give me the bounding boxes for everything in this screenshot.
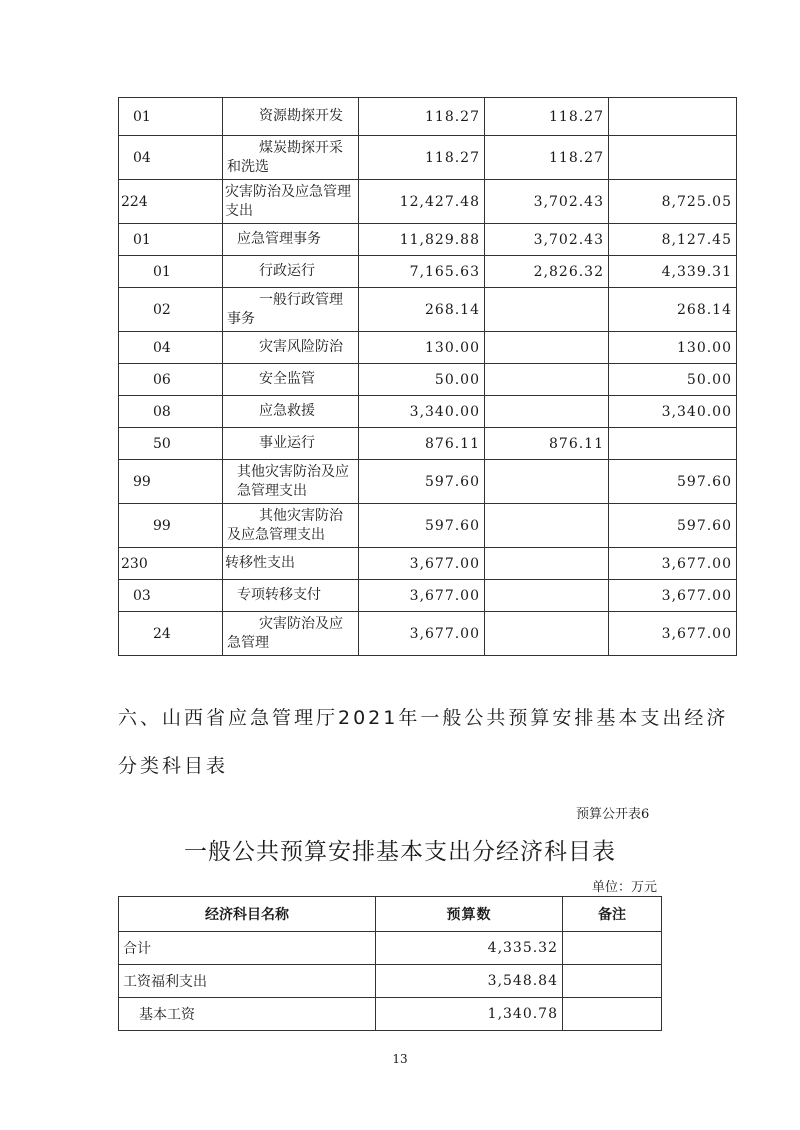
row-code: 01: [119, 98, 223, 136]
row-basic: [485, 288, 609, 332]
economic-classification-table: [118, 896, 662, 1031]
row-project: 268.14: [609, 288, 737, 332]
row-total: 597.60: [359, 460, 485, 504]
page-number: 13: [392, 1052, 408, 1066]
row-code: 04: [119, 332, 223, 364]
row-code: 02: [119, 288, 223, 332]
row-project: 8,725.05: [609, 180, 737, 224]
row-name: 煤炭勘探开采和洗选: [223, 136, 359, 180]
table-row: [119, 332, 737, 364]
row-name: 行政运行: [223, 256, 359, 288]
row-code: 01: [119, 224, 223, 256]
row-project: [609, 136, 737, 180]
row-basic: [485, 612, 609, 656]
row-total: 130.00: [359, 332, 485, 364]
row-code: 08: [119, 396, 223, 428]
row-project: 3,677.00: [609, 580, 737, 612]
econ-note: [563, 932, 662, 965]
row-total: 3,340.00: [359, 396, 485, 428]
table-title: 一般公共预算安排基本支出分经济科目表: [184, 839, 616, 865]
table-row: [119, 396, 737, 428]
econ-name: 合计: [119, 932, 376, 965]
row-basic: 3,702.43: [485, 180, 609, 224]
row-name: 资源勘探开发: [223, 98, 359, 136]
row-code: 06: [119, 364, 223, 396]
row-project: 3,340.00: [609, 396, 737, 428]
table-row: [119, 256, 737, 288]
row-basic: [485, 580, 609, 612]
row-total: 12,427.48: [359, 180, 485, 224]
row-code: 24: [119, 612, 223, 656]
row-basic: [485, 364, 609, 396]
header-budget: 预算数: [376, 897, 563, 932]
table-header-row: [119, 897, 662, 932]
table-row: [119, 965, 662, 998]
row-project: 597.60: [609, 460, 737, 504]
row-code: 224: [119, 180, 223, 224]
row-code: 50: [119, 428, 223, 460]
row-name: 应急救援: [223, 396, 359, 428]
row-name: 灾害防治及应急管理: [223, 612, 359, 656]
row-project: 597.60: [609, 504, 737, 548]
row-project: 50.00: [609, 364, 737, 396]
row-total: 3,677.00: [359, 580, 485, 612]
section-heading: 六、山西省应急管理厅2021年一般公共预算安排基本支出经济分类科目表: [118, 707, 729, 777]
row-project: [609, 98, 737, 136]
row-name: 其他灾害防治及应急管理支出: [223, 504, 359, 548]
row-total: 597.60: [359, 504, 485, 548]
row-basic: 3,702.43: [485, 224, 609, 256]
functional-classification-table: [118, 97, 737, 656]
table-row: [119, 136, 737, 180]
row-project: 3,677.00: [609, 612, 737, 656]
row-total: 3,677.00: [359, 548, 485, 580]
row-total: 3,677.00: [359, 612, 485, 656]
econ-budget: 1,340.78: [376, 998, 563, 1031]
row-name: 灾害风险防治: [223, 332, 359, 364]
table-row: [119, 932, 662, 965]
row-basic: 118.27: [485, 136, 609, 180]
header-note: 备注: [563, 897, 662, 932]
table-row: [119, 428, 737, 460]
unit-label: 单位：万元: [592, 880, 658, 895]
table-row: [119, 98, 737, 136]
row-code: 03: [119, 580, 223, 612]
row-basic: 2,826.32: [485, 256, 609, 288]
row-project: 8,127.45: [609, 224, 737, 256]
table-row: [119, 998, 662, 1031]
econ-note: [563, 965, 662, 998]
table-row: [119, 612, 737, 656]
row-code: 04: [119, 136, 223, 180]
row-name: 其他灾害防治及应急管理支出: [223, 460, 359, 504]
table-number-label: 预算公开表6: [576, 807, 650, 822]
table-row: [119, 580, 737, 612]
row-basic: [485, 396, 609, 428]
row-name: 安全监管: [223, 364, 359, 396]
row-name: 应急管理事务: [223, 224, 359, 256]
row-project: [609, 428, 737, 460]
table-row: [119, 548, 737, 580]
row-total: 118.27: [359, 136, 485, 180]
row-name: 专项转移支付: [223, 580, 359, 612]
row-basic: [485, 504, 609, 548]
table-row: [119, 460, 737, 504]
row-code: 99: [119, 460, 223, 504]
row-total: 876.11: [359, 428, 485, 460]
row-total: 50.00: [359, 364, 485, 396]
econ-budget: 3,548.84: [376, 965, 563, 998]
table-row: [119, 288, 737, 332]
row-code: 01: [119, 256, 223, 288]
econ-note: [563, 998, 662, 1031]
row-project: 130.00: [609, 332, 737, 364]
table-row: [119, 504, 737, 548]
row-name: 一般行政管理事务: [223, 288, 359, 332]
row-basic: [485, 460, 609, 504]
row-name: 事业运行: [223, 428, 359, 460]
row-basic: [485, 332, 609, 364]
row-total: 118.27: [359, 98, 485, 136]
table-row: [119, 224, 737, 256]
row-basic: 118.27: [485, 98, 609, 136]
row-total: 268.14: [359, 288, 485, 332]
row-project: 3,677.00: [609, 548, 737, 580]
row-code: 99: [119, 504, 223, 548]
econ-name: 基本工资: [119, 998, 376, 1031]
row-name: 转移性支出: [223, 548, 359, 580]
row-project: 4,339.31: [609, 256, 737, 288]
header-econ-name: 经济科目名称: [119, 897, 376, 932]
row-code: 230: [119, 548, 223, 580]
econ-budget: 4,335.32: [376, 932, 563, 965]
row-basic: [485, 548, 609, 580]
row-total: 7,165.63: [359, 256, 485, 288]
row-total: 11,829.88: [359, 224, 485, 256]
row-name: 灾害防治及应急管理支出: [223, 180, 359, 224]
table-row: [119, 364, 737, 396]
table-row: [119, 180, 737, 224]
row-basic: 876.11: [485, 428, 609, 460]
econ-name: 工资福利支出: [119, 965, 376, 998]
